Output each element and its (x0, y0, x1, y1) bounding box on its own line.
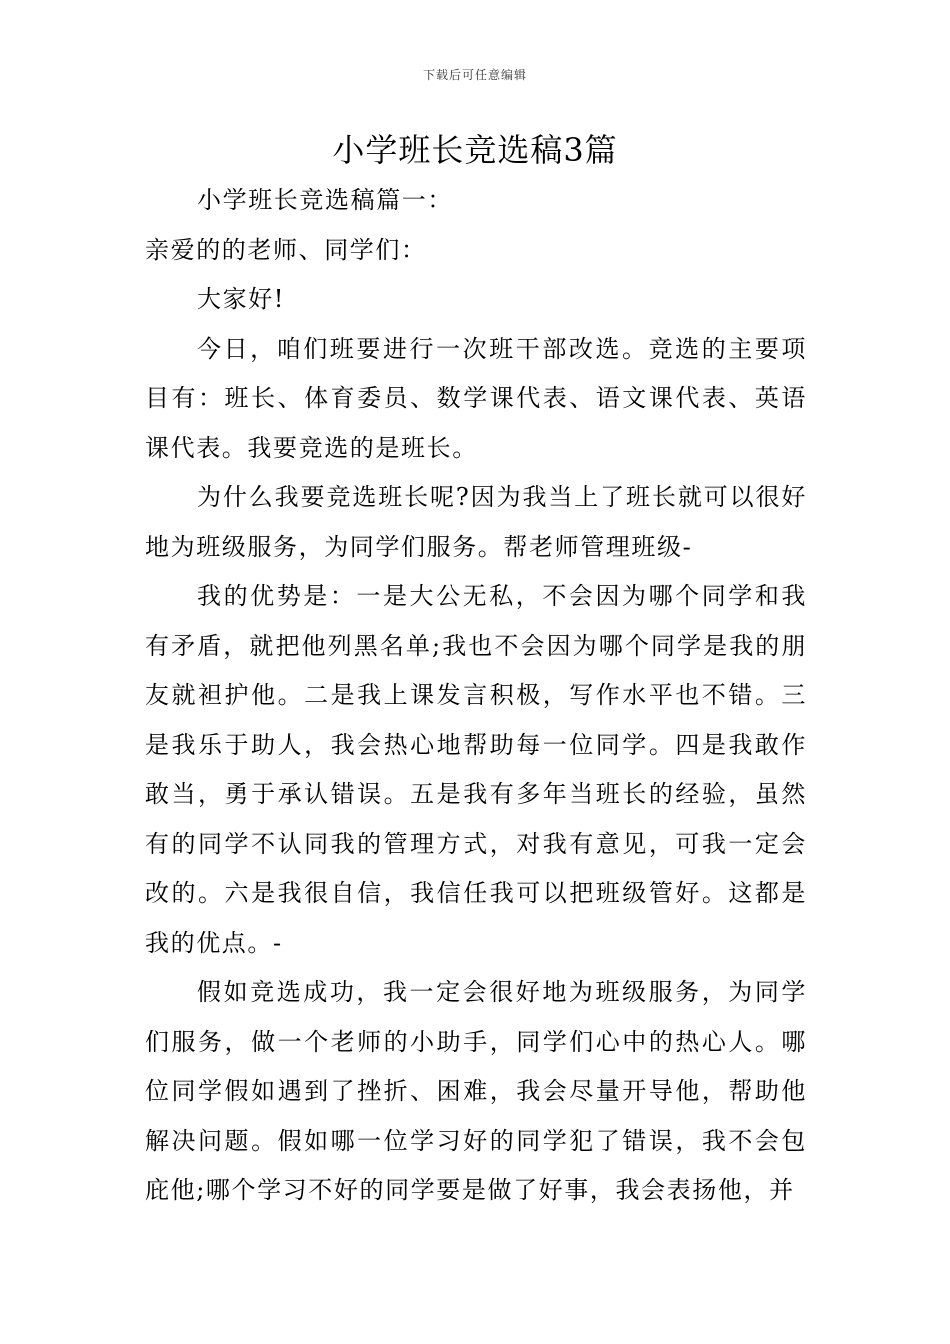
paragraph: 假如竞选成功，我一定会很好地为班级服务，为同学们服务，做一个老师的小助手，同学们心中的热心人。哪位同学假如遇到了挫折、困难，我会尽量开导他，帮助他解决问题。假如哪一位学习好的同学犯了错误，我不会包庇他;哪个学习不好的同学要是做了好事，我会表扬他，并 (145, 978, 807, 1204)
greeting: 大家好! (197, 285, 286, 313)
paragraph: 为什么我要竞选班长呢?因为我当上了班长就可以很好地为班级服务，为同学们服务。帮老师管理班级- (145, 483, 807, 561)
paragraph: 今日，咱们班要进行一次班干部改选。竞选的主要项目有：班长、体育委员、数学课代表、语文课代表、英语课代表。我要竞选的是班长。 (145, 334, 807, 462)
document-body (145, 176, 807, 1216)
salutation: 亲爱的的老师、同学们： (145, 235, 427, 264)
header-note: 下载后可任意编辑 (422, 68, 527, 82)
document-title: 小学班长竞选稿3篇 (332, 131, 618, 169)
paragraph: 我的优势是：一是大公无私，不会因为哪个同学和我有矛盾，就把他列黑名单;我也不会因为哪个同学是我的朋友就袒护他。二是我上课发言积极，写作水平也不错。三是我乐于助人，我会热心地帮助每一位同学。四是我敢作敢当，勇于承认错误。五是我有多年当班长的经验，虽然有的同学不认同我的管理方式，对我有意见，可我一定会改的。六是我很自信，我信任我可以把班级管好。这都是我的优点。- (145, 582, 807, 957)
section-heading: 小学班长竞选稿篇一： (197, 186, 453, 214)
